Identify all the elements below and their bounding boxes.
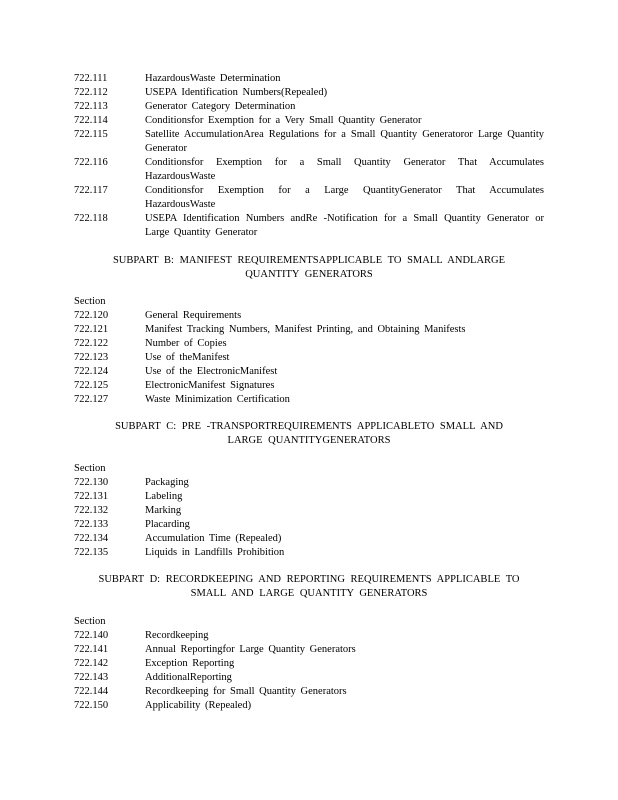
section-number: 722.150 xyxy=(74,700,109,711)
heading-line: LARGE QUANTITYGENERATORS xyxy=(227,435,391,446)
list-item xyxy=(74,72,544,86)
section-title: Use of theManifest xyxy=(145,352,230,363)
section-title: Conditionsfor Exemption for a Small Quantity Generator That Accumulates HazardousWaste xyxy=(145,157,544,182)
section-number: 722.143 xyxy=(74,672,109,683)
list-item xyxy=(74,337,544,351)
section-number: 722.144 xyxy=(74,686,109,697)
section-title: ElectronicManifest Signatures xyxy=(145,380,275,391)
section-title: Labeling xyxy=(145,491,183,502)
heading-line: SMALL AND LARGE QUANTITY GENERATORS xyxy=(190,588,428,599)
section-title: Accumulation Time (Repealed) xyxy=(145,533,282,544)
section-title: Annual Reportingfor Large Quantity Generators xyxy=(145,644,356,655)
section-title: Manifest Tracking Numbers, Manifest Printing, and Obtaining Manifests xyxy=(145,324,466,335)
list-item xyxy=(74,379,544,393)
subpart-b-heading xyxy=(74,254,544,282)
list-item xyxy=(74,156,544,184)
subpart-c-heading xyxy=(74,420,544,448)
list-item xyxy=(74,476,544,490)
heading-line: SUBPART B: MANIFEST REQUIREMENTSAPPLICABLE TO SMALL ANDLARGE xyxy=(112,255,506,266)
section-number: 722.111 xyxy=(74,73,108,84)
list-item xyxy=(74,546,544,560)
heading-line: SUBPART C: PRE -TRANSPORTREQUIREMENTS APPLICABLETO SMALL AND xyxy=(115,421,503,432)
section-number: 722.132 xyxy=(74,505,109,516)
section-title: Conditionsfor Exemption for a Large QuantityGenerator That Accumulates HazardousWaste xyxy=(145,185,544,210)
section-title: Liquids in Landfills Prohibition xyxy=(145,547,285,558)
section-label: Section xyxy=(74,616,106,627)
section-number: 722.127 xyxy=(74,394,109,405)
section-number: 722.135 xyxy=(74,547,109,558)
list-item xyxy=(74,629,544,643)
section-label: Section xyxy=(74,463,106,474)
section-number: 722.140 xyxy=(74,630,109,641)
section-number: 722.114 xyxy=(74,115,108,126)
list-item xyxy=(74,393,544,407)
section-title: Packaging xyxy=(145,477,189,488)
list-item xyxy=(74,128,544,156)
subpart-b-list xyxy=(74,295,544,407)
section-number: 722.142 xyxy=(74,658,109,669)
subpart-d-list xyxy=(74,615,544,713)
section-number: 722.133 xyxy=(74,519,109,530)
subpart-d-heading xyxy=(74,573,544,601)
list-item xyxy=(74,532,544,546)
subpart-c-list xyxy=(74,462,544,560)
intro-list xyxy=(74,72,544,240)
section-number: 722.121 xyxy=(74,324,109,335)
section-title: AdditionalReporting xyxy=(145,672,232,683)
list-item xyxy=(74,365,544,379)
list-item xyxy=(74,490,544,504)
section-title: Use of the ElectronicManifest xyxy=(145,366,278,377)
section-number: 722.120 xyxy=(74,310,109,321)
section-title: HazardousWaste Determination xyxy=(145,73,281,84)
list-item xyxy=(74,114,544,128)
section-title: Generator Category Determination xyxy=(145,101,296,112)
section-title: Applicability (Repealed) xyxy=(145,700,252,711)
heading-line: SUBPART D: RECORDKEEPING AND REPORTING REQUIREMENTS APPLICABLE TO xyxy=(98,574,520,585)
section-number: 722.124 xyxy=(74,366,109,377)
section-label: Section xyxy=(74,296,106,307)
list-item xyxy=(74,212,544,240)
list-item xyxy=(74,699,544,713)
section-number: 722.123 xyxy=(74,352,109,363)
section-title: Recordkeeping xyxy=(145,630,209,641)
section-title: USEPA Identification Numbers andRe -Notification for a Small Quantity Generator or Large Quantity Generator xyxy=(145,213,544,238)
section-title: Marking xyxy=(145,505,182,516)
list-item xyxy=(74,685,544,699)
section-title: Satellite AccumulationArea Regulations for a Small Quantity Generatoror Large Quantity Generator xyxy=(145,129,544,154)
section-number: 722.122 xyxy=(74,338,109,349)
section-number: 722.116 xyxy=(74,157,108,168)
list-item xyxy=(74,100,544,114)
section-title: Conditionsfor Exemption for a Very Small Quantity Generator xyxy=(145,115,422,126)
list-item xyxy=(74,504,544,518)
section-title: General Requirements xyxy=(145,310,242,321)
list-item xyxy=(74,657,544,671)
list-item xyxy=(74,671,544,685)
section-number: 722.125 xyxy=(74,380,109,391)
section-number: 722.141 xyxy=(74,644,109,655)
section-number: 722.134 xyxy=(74,533,109,544)
heading-line: QUANTITY GENERATORS xyxy=(245,269,373,280)
section-number: 722.113 xyxy=(74,101,108,112)
list-item xyxy=(74,184,544,212)
section-number: 722.117 xyxy=(74,185,108,196)
section-number: 722.118 xyxy=(74,213,108,224)
section-number: 722.131 xyxy=(74,491,109,502)
section-title: Placarding xyxy=(145,519,190,530)
section-title: USEPA Identification Numbers(Repealed) xyxy=(145,87,328,98)
section-number: 722.115 xyxy=(74,129,108,140)
section-title: Waste Minimization Certification xyxy=(145,394,290,405)
list-item xyxy=(74,351,544,365)
list-item xyxy=(74,518,544,532)
section-number: 722.130 xyxy=(74,477,109,488)
list-item xyxy=(74,323,544,337)
section-title: Recordkeeping for Small Quantity Generators xyxy=(145,686,347,697)
list-item xyxy=(74,309,544,323)
section-title: Exception Reporting xyxy=(145,658,235,669)
list-item xyxy=(74,643,544,657)
section-number: 722.112 xyxy=(74,87,108,98)
list-item xyxy=(74,86,544,100)
section-title: Number of Copies xyxy=(145,338,227,349)
